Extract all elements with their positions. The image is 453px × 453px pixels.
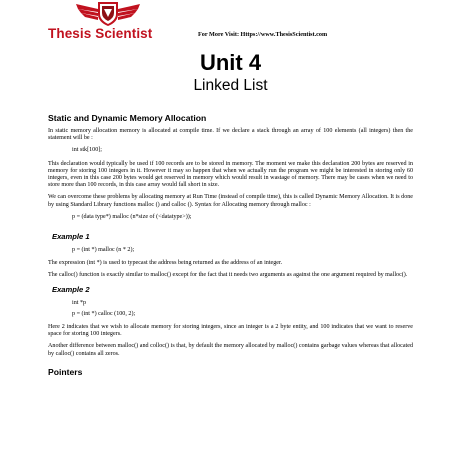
paragraph: Another difference between malloc() and colloc() is that, by default the memory allocated by malloc() contains garbage values whereas that allocated by calloc() contains all zeros. bbox=[48, 343, 413, 357]
section-heading-pointers: Pointers bbox=[48, 366, 83, 377]
brand-name: Thesis Scientist bbox=[48, 26, 153, 41]
more-visit-link[interactable]: For More Visit: Https://www.ThesisScientist.com bbox=[198, 31, 328, 38]
unit-subtitle: Linked List bbox=[193, 77, 268, 94]
paragraph: This declaration would typically be used if 100 records are to be stored in memory. The moment we make this declaration 200 bytes are reserved in memory for storing 100 integers in it. However it may so happen that when we actually run the program we might be interested in storing only 60 integers, even in this case 200 bytes would get reserved in memory which would result in wastage of memory. There may be cases when we need to store more than 100 records, in this case array would fall short in size. bbox=[48, 160, 413, 189]
paragraph: The calloc() function is exactly similar to malloc() except for the fact that it needs two arguments as against the one argument required by malloc(). bbox=[48, 272, 408, 279]
page-header bbox=[48, 0, 413, 40]
code-line: p = (data type*) malloc (n*size of (<datatype>)); bbox=[72, 213, 192, 220]
section-heading-static-dynamic: Static and Dynamic Memory Allocation bbox=[48, 113, 207, 123]
unit-title: Unit 4 bbox=[199, 50, 262, 75]
example-1-heading: Example 1 bbox=[52, 232, 90, 242]
paragraph: Here 2 indicates that we wish to allocate memory for storing integers, since an integer is a 2 byte entity, and 100 indicates that we want to reserve space for storing 100 integers. bbox=[48, 324, 413, 338]
code-line: int stk[100]; bbox=[72, 147, 102, 154]
winged-shield-logo-icon bbox=[48, 0, 198, 28]
paragraph: We can overcome these problems by allocating memory at Run Time (instead of compile time), this is called Dynamic Memory Allocation. It is done by using Standard Library functions malloc () and calloc (). Syntax for Allocating memory through malloc : bbox=[48, 194, 413, 208]
logo bbox=[48, 0, 198, 42]
code-line: p = (int *) malloc (n * 2); bbox=[72, 247, 135, 254]
code-line: p = (int *) calloc (100, 2); bbox=[72, 310, 136, 317]
code-line: int *p bbox=[72, 299, 87, 306]
example-2-heading: Example 2 bbox=[52, 284, 90, 294]
paragraph: The expression (int *) is used to typecast the address being returned as the address of an integer. bbox=[48, 260, 283, 267]
paragraph: In static memory allocation memory is allocated at compile time. If we declare a stack through an array of 100 elements (all integers) then the statement will be : bbox=[48, 128, 413, 142]
